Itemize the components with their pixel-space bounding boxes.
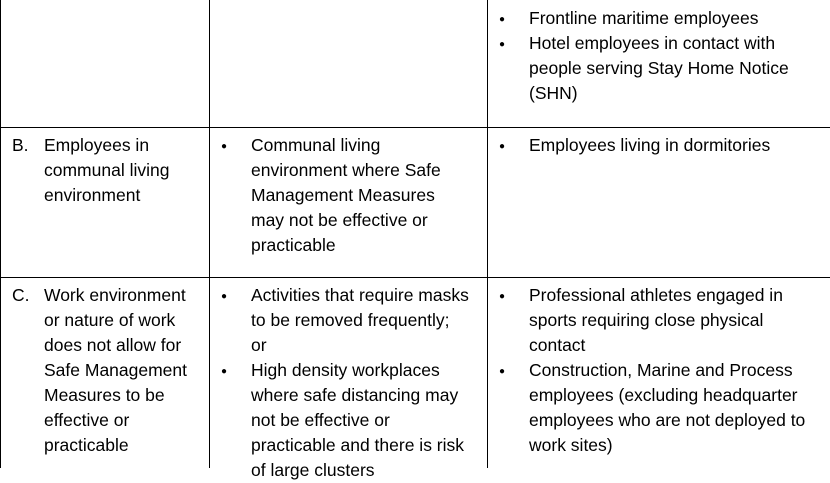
bullet-icon — [221, 283, 233, 311]
row-b-col2 — [209, 133, 469, 258]
list-item: ● Construction, Marine and Process employees (excluding headquarter employees who are not deployed to work sites) — [487, 358, 812, 458]
bullet-icon — [499, 31, 511, 59]
list-item: ● Professional athletes engaged in sports requiring close physical contact — [487, 283, 812, 358]
category-text: Employees in communal living environment — [44, 135, 170, 205]
row-continuation-col3 — [487, 6, 817, 106]
bullet-icon — [499, 283, 511, 311]
row-c-col2 — [209, 283, 469, 483]
list-item: ● Employees living in dormitories — [487, 133, 817, 158]
category-letter: C. — [12, 285, 30, 305]
list-item: ● Communal living environment where Safe Management Measures may not be effective or practicable — [209, 133, 469, 258]
row-divider-2 — [0, 277, 830, 278]
list-item: ● High density workplaces where safe distancing may not be effective or practicable and there is risk of large clusters — [209, 358, 469, 483]
bullet-icon — [221, 133, 233, 161]
category-text: Work environment or nature of work does not allow for Safe Management Measures to be effective or practicable — [44, 285, 188, 455]
row-b-col3 — [487, 133, 817, 158]
bullet-icon — [499, 133, 511, 161]
category-letter: B. — [12, 135, 29, 155]
row-divider-1 — [0, 127, 830, 128]
list-item: ● Frontline maritime employees — [487, 6, 817, 31]
list-item: ● Hotel employees in contact with people serving Stay Home Notice (SHN) — [487, 31, 817, 106]
bullet-icon — [499, 6, 511, 34]
list-item: ● Activities that require masks to be removed frequently; or — [209, 283, 469, 358]
bullet-icon — [221, 358, 233, 386]
table-border-left — [0, 0, 1, 468]
row-c-col3 — [487, 283, 812, 458]
bullet-icon — [499, 358, 511, 386]
